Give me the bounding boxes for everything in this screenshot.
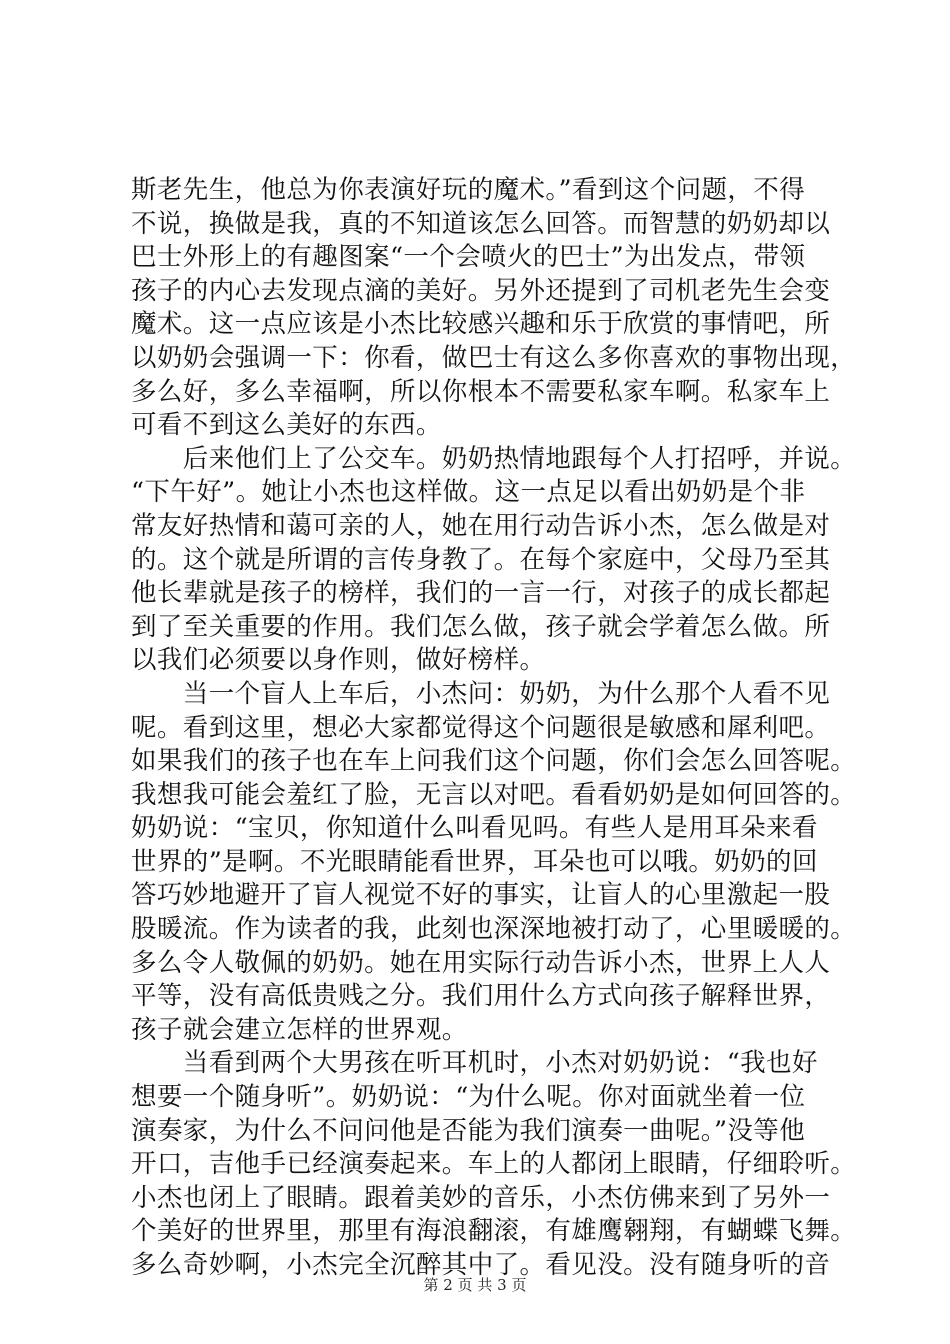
body-text — [131, 174, 857, 1283]
text-line: 小杰也闭上了眼睛。跟着美妙的音乐，小杰仿佛来到了另外一 — [131, 1182, 831, 1213]
text-line: “下午好”。她让小杰也这样做。这一点足以看出奶奶是个非 — [131, 477, 806, 508]
text-line: 开口，吉他手已经演奏起来。车上的人都闭上眼睛，仔细聆听。 — [131, 1149, 857, 1180]
text-line: 多么奇妙啊，小杰完全沉醉其中了。看见没。没有随身听的音 — [131, 1250, 831, 1280]
text-line: 他长辈就是孩子的榜样，我们的一言一行，对孩子的成长都起 — [131, 578, 831, 609]
text-line: 呢。看到这里，想必大家都觉得这个问题很是敏感和犀利吧。 — [131, 712, 831, 743]
text-line: 斯老先生，他总为你表演好玩的魔术。”看到这个问题，不得 — [131, 175, 806, 205]
text-line: 孩子的内心去发现点滴的美好。另外还提到了司机老先生会变 — [131, 275, 831, 306]
page-number-footer: 第 2 页 共 3 页 — [423, 1276, 527, 1294]
text-line: 想要一个随身听”。奶奶说：“为什么呢。你对面就坐着一位 — [131, 1082, 806, 1113]
text-line: 以我们必须要以身作则，做好榜样。 — [131, 645, 546, 676]
text-line: 以奶奶会强调一下：你看，做巴士有这么多你喜欢的事物出现， — [131, 342, 857, 373]
text-line: 世界的”是啊。不光眼睛能看世界，耳朵也可以哦。奶奶的回 — [131, 846, 818, 877]
text-line: 不说，换做是我，真的不知道该怎么回答。而智慧的奶奶却以 — [131, 208, 831, 239]
text-line: 孩子就会建立怎样的世界观。 — [131, 1014, 468, 1045]
text-line: 多么好，多么幸福啊，所以你根本不需要私家车啊。私家车上 — [131, 376, 831, 407]
text-line: 演奏家，为什么不问问他是否能为我们演奏一曲呢。”没等他 — [131, 1115, 806, 1146]
text-line: 答巧妙地避开了盲人视觉不好的事实，让盲人的心里激起一股 — [131, 880, 831, 911]
text-line: 魔术。这一点应该是小杰比较感兴趣和乐于欣赏的事情吧，所 — [131, 309, 831, 340]
text-line: 平等，没有高低贵贱之分。我们用什么方式向孩子解释世界， — [131, 981, 831, 1012]
text-line: 股暖流。作为读者的我，此刻也深深地被打动了，心里暖暖的。 — [131, 914, 857, 945]
text-line: 奶奶说：“宝贝，你知道什么叫看见吗。有些人是用耳朵来看 — [131, 813, 818, 844]
text-line: 巴士外形上的有趣图案“一个会喷火的巴士”为出发点，带领 — [131, 242, 806, 273]
text-line: 到了至关重要的作用。我们怎么做，孩子就会学着怎么做。所 — [131, 611, 831, 642]
text-line: 个美好的世界里，那里有海浪翻滚，有雄鹰翱翔，有蝴蝶飞舞。 — [131, 1216, 857, 1247]
text-line: 的。这个就是所谓的言传身教了。在每个家庭中，父母乃至其 — [131, 544, 831, 575]
text-line: 我想我可能会羞红了脸，无言以对吧。看看奶奶是如何回答的。 — [131, 779, 857, 810]
text-line: 多么令人敬佩的奶奶。她在用实际行动告诉小杰，世界上人人 — [131, 947, 831, 978]
text-line: 后来他们上了公交车。奶奶热情地跟每个人打招呼，并说。 — [131, 443, 857, 474]
text-line: 当一个盲人上车后，小杰问：奶奶，为什么那个人看不见 — [131, 678, 831, 709]
text-line: 当看到两个大男孩在听耳机时，小杰对奶奶说：“我也好 — [131, 1048, 818, 1079]
text-line: 如果我们的孩子也在车上问我们这个问题，你们会怎么回答呢。 — [131, 746, 857, 777]
text-line: 可看不到这么美好的东西。 — [131, 410, 442, 441]
text-line: 常友好热情和蔼可亲的人，她在用行动告诉小杰，怎么做是对 — [131, 510, 831, 541]
